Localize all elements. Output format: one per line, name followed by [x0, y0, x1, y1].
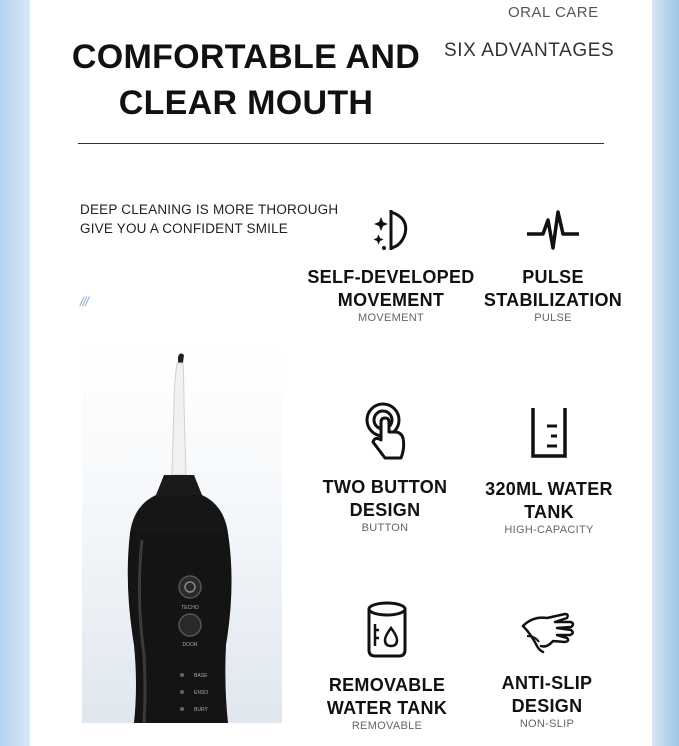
background-left: [0, 0, 30, 746]
feature-title-line-2: TANK: [524, 502, 574, 522]
slash-decoration: ///: [80, 294, 88, 309]
mode-button[interactable]: [179, 614, 201, 636]
feature-anti-slip-design: [462, 606, 632, 731]
mode-indicator-2: [180, 690, 184, 694]
oral-care-label: ORAL CARE: [508, 4, 599, 21]
feature-subtitle: PULSE: [534, 312, 572, 324]
page-title: [66, 34, 426, 126]
background-right: [652, 0, 679, 746]
mode-label-2: ENSO: [194, 690, 209, 696]
feature-removable-water-tank: [302, 600, 472, 733]
feature-title-line-1: REMOVABLE: [328, 675, 446, 695]
headline-line-2: CLEAR MOUTH: [118, 84, 374, 122]
headline-line-1: COMFORTABLE AND: [71, 38, 421, 76]
feature-title-line-1: SELF-DEVELOPED: [307, 267, 475, 287]
feature-two-button-design: [300, 400, 470, 535]
feature-subtitle: HIGH-CAPACITY: [504, 524, 594, 536]
divider: [78, 143, 604, 144]
water-tank-icon: [363, 600, 411, 660]
feature-pulse-stabilization: [468, 204, 638, 325]
tagline-line-1: DEEP CLEANING IS MORE THOROUGH: [80, 202, 339, 217]
nozzle-tip: [178, 353, 184, 363]
feature-title-line-1: 320ML WATER: [485, 479, 613, 499]
feature-title-line-2: WATER TANK: [326, 698, 448, 718]
mode-label-3: BURY: [194, 707, 208, 713]
power-button[interactable]: [179, 576, 201, 598]
mode-label-1: BASE: [194, 673, 208, 679]
feature-subtitle: REMOVABLE: [351, 720, 423, 732]
feature-title-line-1: TWO BUTTON: [322, 477, 448, 497]
tagline-line-2: GIVE YOU A CONFIDENT SMILE: [80, 221, 289, 236]
feature-subtitle: NON-SLIP: [519, 718, 575, 730]
feature-self-developed-movement: [306, 204, 476, 325]
tagline: [80, 200, 338, 238]
feature-title-line-2: DESIGN: [511, 696, 583, 716]
feature-title-line-1: PULSE: [522, 267, 584, 287]
mode-indicator-3: [180, 707, 184, 711]
button-label-2: DOOR: [182, 642, 198, 648]
nozzle-collar: [156, 475, 202, 495]
feature-subtitle: BUTTON: [361, 522, 409, 534]
feature-title-line-2: MOVEMENT: [337, 290, 445, 310]
pulse-wave-icon: [523, 204, 583, 256]
product-image: [82, 345, 282, 723]
feature-title-line-1: ANTI-SLIP: [501, 673, 593, 693]
feature-320ml-water-tank: [464, 404, 634, 537]
feature-subtitle: MOVEMENT: [358, 312, 424, 324]
button-label-1: TECHO: [181, 605, 199, 611]
six-advantages-label: SIX ADVANTAGES: [444, 40, 615, 61]
feature-title-line-2: STABILIZATION: [483, 290, 623, 310]
finger-touch-icon: [359, 400, 411, 462]
content-panel: [30, 0, 652, 746]
sparkle-brush-icon: [365, 204, 417, 256]
hand-grip-icon: [517, 606, 577, 660]
feature-title-line-2: DESIGN: [349, 500, 421, 520]
measuring-cup-icon: [527, 404, 571, 462]
nozzle: [172, 363, 186, 475]
water-flosser-illustration: [82, 345, 282, 723]
mode-indicator-1: [180, 673, 184, 677]
device-shoulder: [130, 495, 228, 533]
